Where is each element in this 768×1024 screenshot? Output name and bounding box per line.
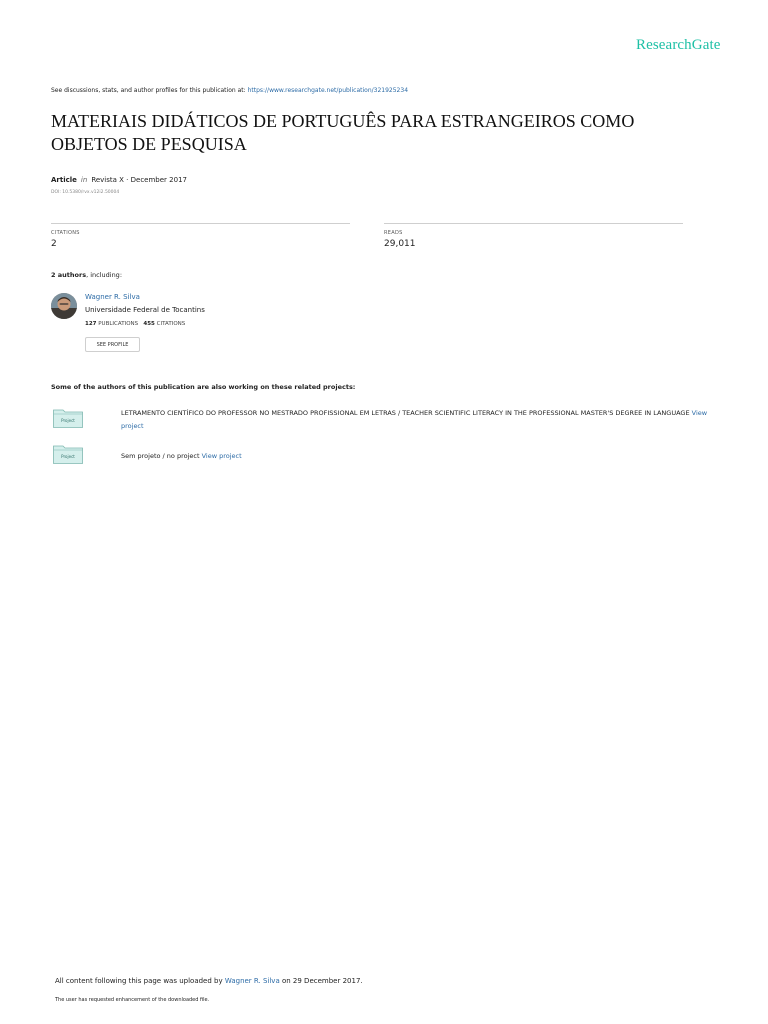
reads-divider <box>384 223 683 224</box>
citations-label: CITATIONS <box>51 230 80 236</box>
author-publications-count: 127 <box>85 321 97 327</box>
project-item-1 <box>121 407 711 433</box>
upload-suffix: on 29 December 2017. <box>281 977 363 985</box>
author-avatar[interactable] <box>51 293 77 319</box>
reads-value: 29,011 <box>384 239 416 249</box>
article-meta <box>51 176 187 184</box>
reads-label: READS <box>384 230 403 236</box>
project-2-view-link[interactable]: View project <box>201 452 242 460</box>
citations-divider <box>51 223 350 224</box>
discussion-prefix: See discussions, stats, and author profiles for this publication at: <box>51 87 246 94</box>
article-type: Article <box>51 176 77 184</box>
project-1-view-link[interactable]: View project <box>121 409 708 430</box>
upload-notice <box>55 977 363 985</box>
article-doi: DOI: 10.5380/rvx.v12i2.50004 <box>51 190 120 195</box>
discussion-line <box>51 87 408 94</box>
authors-count: 2 authors <box>51 271 87 279</box>
project-1-title: LETRAMENTO CIENTÍFICO DO PROFESSOR NO MESTRADO PROFISSIONAL EM LETRAS / TEACHER SCIENTIFIC LITERACY IN THE PROFESSIONAL MASTER'S DEGREE IN LANGUAGE <box>121 409 690 417</box>
project-folder-1[interactable] <box>53 408 83 432</box>
project-2-title: Sem projeto / no project <box>121 452 200 460</box>
publication-url-link[interactable]: https://www.researchgate.net/publication/321925234 <box>247 87 409 94</box>
article-venue-date: Revista X · December 2017 <box>91 176 187 184</box>
upload-prefix: All content following this page was uploaded by <box>55 977 223 985</box>
related-projects-heading: Some of the authors of this publication are also working on these related projects: <box>51 383 356 391</box>
article-title: MATERIAIS DIDÁTICOS DE PORTUGUÊS PARA ESTRANGEIROS COMO OBJETOS DE PESQUISA <box>51 111 635 154</box>
author-publications-label: PUBLICATIONS <box>98 321 139 327</box>
project-item-2 <box>121 450 711 463</box>
enhancement-note: The user has requested enhancement of the downloaded file. <box>55 997 210 1003</box>
authors-heading <box>51 271 122 279</box>
author-institution: Universidade Federal de Tocantins <box>85 306 205 314</box>
citations-value: 2 <box>51 239 57 249</box>
author-name-link[interactable]: Wagner R. Silva <box>85 293 140 301</box>
researchgate-logo[interactable]: ResearchGate <box>636 37 721 53</box>
project-folder-label: Project <box>61 454 75 459</box>
author-citations-label: CITATIONS <box>156 321 186 327</box>
uploader-link[interactable]: Wagner R. Silva <box>224 977 280 985</box>
avatar-photo-icon <box>51 293 77 319</box>
author-stats <box>85 321 185 327</box>
see-profile-button[interactable]: SEE PROFILE <box>85 337 140 352</box>
article-in-label: in <box>80 176 88 184</box>
project-folder-label: Project <box>61 418 75 423</box>
author-citations-count: 455 <box>143 321 155 327</box>
project-folder-2[interactable] <box>53 444 83 468</box>
authors-including: , including: <box>86 271 123 279</box>
